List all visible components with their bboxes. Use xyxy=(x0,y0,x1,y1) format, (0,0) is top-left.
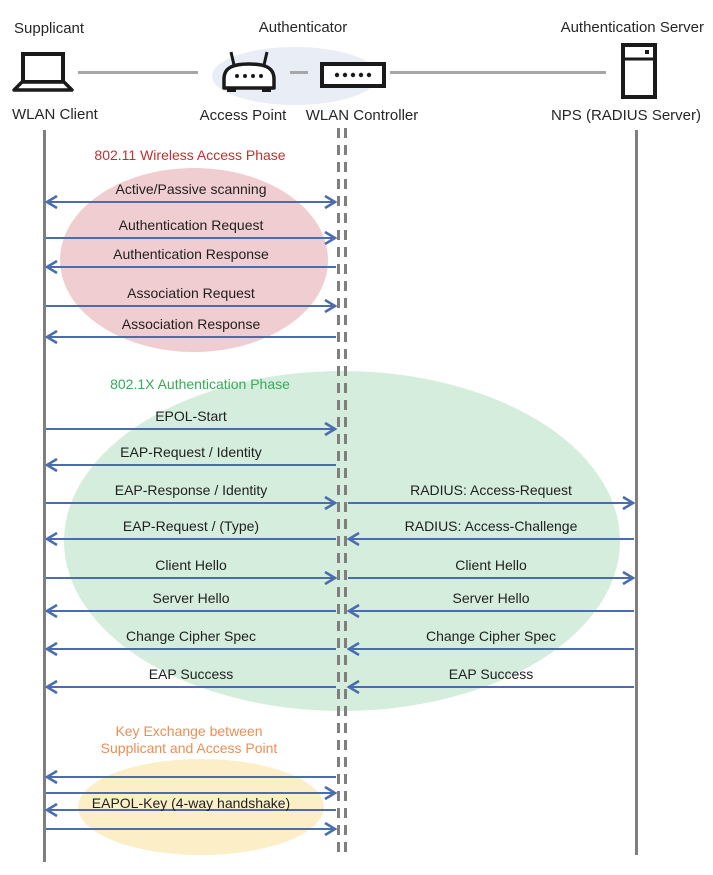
message-label: Client Hello xyxy=(155,557,227,573)
label-nps-radius-server: NPS (RADIUS Server) xyxy=(550,107,701,124)
role-authenticator: Authenticator xyxy=(258,19,348,36)
phase-title-key-exchange-line1: Key Exchange between xyxy=(115,723,263,739)
label-wlan-controller: WLAN Controller xyxy=(305,107,419,124)
message-label: RADIUS: Access-Request xyxy=(410,482,572,498)
message-arrow-both-0 xyxy=(46,195,336,209)
phase-title-8021x-auth: 802.1X Authentication Phase xyxy=(110,376,290,392)
message-arrow-left-10 xyxy=(348,532,634,546)
message-label: Server Hello xyxy=(152,590,230,606)
message-arrow-left-19 xyxy=(46,770,336,784)
message-arrow-right-3 xyxy=(46,299,336,313)
message-label: EPOL-Start xyxy=(155,408,227,424)
message-arrow-right-5 xyxy=(46,422,336,436)
message-arrow-left-13 xyxy=(46,604,336,618)
message-label: RADIUS: Access-Challenge xyxy=(404,518,578,534)
message-label: Association Request xyxy=(127,285,255,301)
message-label: EAP Success xyxy=(448,666,534,682)
message-label: Server Hello xyxy=(452,590,530,606)
message-arrow-left-6 xyxy=(46,458,336,472)
message-arrow-right-8 xyxy=(348,496,634,510)
message-label: Active/Passive scanning xyxy=(115,181,267,197)
message-arrow-right-12 xyxy=(348,571,634,585)
message-arrow-left-15 xyxy=(46,642,336,656)
phase-title-key-exchange-line2: Supplicant and Access Point xyxy=(100,740,278,756)
message-label: Change Cipher Spec xyxy=(126,628,256,644)
message-arrow-left-16 xyxy=(348,642,634,656)
message-label: Association Response xyxy=(121,316,261,332)
phase-title-key-exchange xyxy=(39,723,339,757)
phase-title-80211-wireless: 802.11 Wireless Access Phase xyxy=(94,147,286,163)
message-label: Authentication Request xyxy=(118,217,264,233)
message-arrow-left-4 xyxy=(46,330,336,344)
message-label: Client Hello xyxy=(455,557,527,573)
message-arrow-right-1 xyxy=(46,231,336,245)
message-label: Authentication Response xyxy=(113,246,269,262)
message-arrow-right-22 xyxy=(46,822,336,836)
label-access-point: Access Point xyxy=(199,107,287,124)
message-arrow-left-18 xyxy=(348,680,634,694)
message-arrow-left-9 xyxy=(46,532,336,546)
message-arrow-right-7 xyxy=(46,496,336,510)
message-label: Change Cipher Spec xyxy=(426,628,556,644)
label-wlan-client: WLAN Client xyxy=(12,106,98,123)
message-arrow-right-11 xyxy=(46,571,336,585)
message-arrow-left-14 xyxy=(348,604,634,618)
message-label: EAPOL-Key (4-way handshake) xyxy=(91,795,291,811)
message-label: EAP-Request / (Type) xyxy=(122,518,260,534)
message-arrow-left-17 xyxy=(46,680,336,694)
role-supplicant: Supplicant xyxy=(14,20,85,37)
message-label: EAP Success xyxy=(148,666,234,682)
message-arrow-left-2 xyxy=(46,260,336,274)
message-label: EAP-Request / Identity xyxy=(120,444,262,460)
message-label: EAP-Response / Identity xyxy=(114,482,268,498)
role-authentication-server: Authentication Server xyxy=(560,19,704,36)
